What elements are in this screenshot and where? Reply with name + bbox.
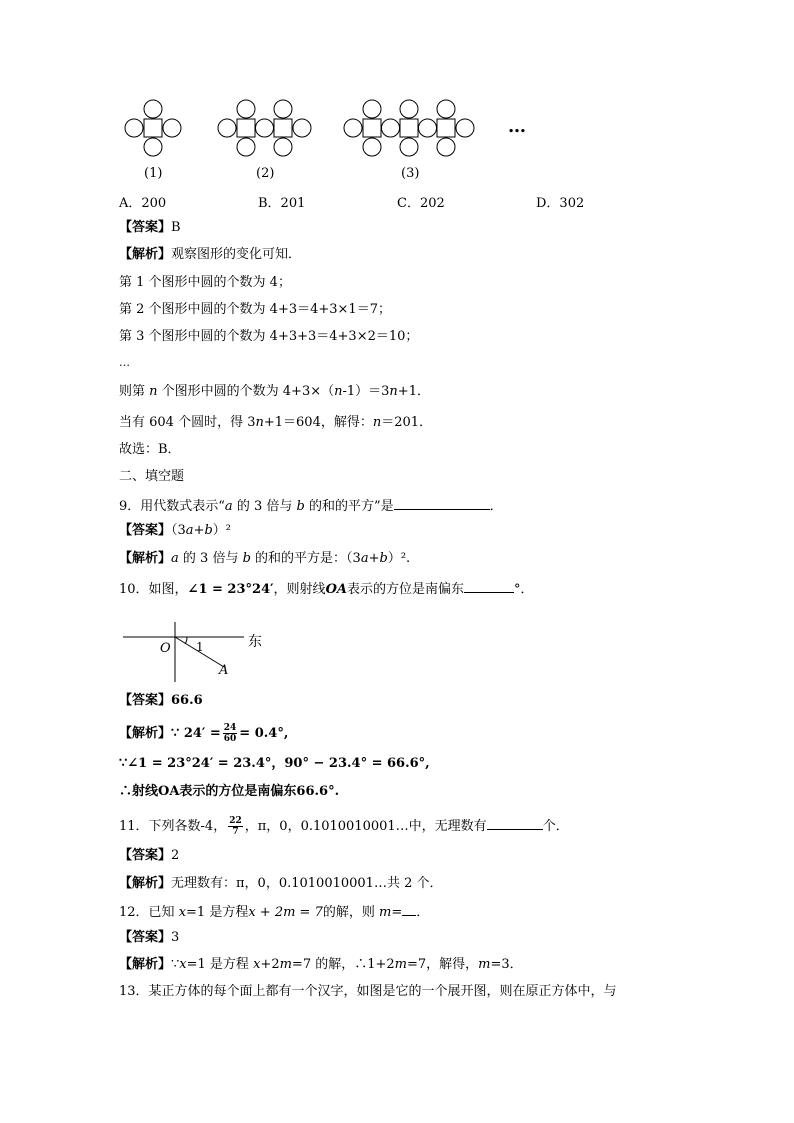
q8-answer: 【答案】B <box>119 220 181 235</box>
q10-analysis-3: ∴射线OA表示的方位是南偏东66.6°. <box>119 784 340 799</box>
fig-east-label: 东 <box>248 634 262 650</box>
caption-1: (1) <box>144 166 163 181</box>
q10-blank[interactable] <box>464 580 514 593</box>
q10-analysis-2: ∵∠1 = 23°24′ = 23.4°，90° − 23.4° = 66.6°, <box>119 756 430 771</box>
q11-blank[interactable] <box>487 817 543 830</box>
q10-stem: 10．如图，∠1 = 23°24′，则射线OA表示的方位是南偏东 °． <box>119 582 534 597</box>
pattern-ellipsis: … <box>508 116 526 137</box>
q8-solve: 当有 604 个圆时，得 3n+1＝604，解得：n＝201． <box>119 415 433 430</box>
fig-a-label: A <box>219 663 229 678</box>
q9-analysis: 【解析】a 的 3 倍与 b 的和的平方是：（3a+b）². <box>119 551 411 566</box>
option-c: C．202 <box>397 196 445 211</box>
option-b: B．201 <box>258 196 306 211</box>
q8-general: 则第 n 个图形中圆的个数为 4+3×（n-1）＝3n+1． <box>119 384 430 399</box>
q8-dots: … <box>119 356 130 369</box>
q9-stem: 9．用代数式表示“a 的 3 倍与 b 的和的平方”是 ． <box>119 499 503 514</box>
fig-1-label: 1 <box>196 640 204 654</box>
section-title: 二、填空题 <box>119 469 185 484</box>
caption-3: (3) <box>401 166 420 181</box>
q12-blank[interactable] <box>402 903 416 916</box>
q11-stem: 11．下列各数-4， $\frac{22}{7}$ ，π，0，0.1010010001…中，无理数有 个． <box>119 816 569 837</box>
q11-analysis: 【解析】无理数有：π，0，0.1010010001…共 2 个． <box>119 876 443 891</box>
pattern-figure <box>120 98 540 160</box>
q8-analysis: 【解析】观察图形的变化可知． <box>119 247 302 262</box>
fig-o-label: O <box>160 641 171 656</box>
caption-2: (2) <box>256 166 275 181</box>
q9-answer: 【答案】（3a+b）² <box>119 523 232 538</box>
pattern-3 <box>344 100 474 156</box>
q10-answer: 【答案】66.6 <box>119 693 203 708</box>
q9-blank[interactable] <box>394 497 490 510</box>
q8-choice: 故选：B． <box>119 442 181 457</box>
q8-step2: 第 2 个图形中圆的个数为 4+3＝4+3×1＝7； <box>119 302 391 317</box>
q8-step3: 第 3 个图形中圆的个数为 4+3+3＝4+3×2＝10； <box>119 329 419 344</box>
q12-analysis: 【解析】∵x=1 是方程 x+2m=7 的解，∴1+2m=7，解得，m=3． <box>119 957 523 972</box>
option-a: A．200 <box>119 196 167 211</box>
option-d: D．302 <box>536 196 585 211</box>
pattern-1 <box>125 100 181 156</box>
pattern-2 <box>218 100 311 156</box>
q10-analysis-1: 【解析】∵ 24′ = $\frac{24}{60}$ = 0.4°, <box>119 723 289 744</box>
q11-answer: 【答案】2 <box>119 848 180 863</box>
q12-answer: 【答案】3 <box>119 930 180 945</box>
q13-stem: 13．某正方体的每个面上都有一个汉字，如图是它的一个展开图，则在原正方体中，与 <box>119 984 617 999</box>
q12-stem: 12．已知 x=1 是方程x + 2m = 7的解，则 m= ． <box>119 905 430 920</box>
q8-step1: 第 1 个图形中圆的个数为 4； <box>119 275 291 290</box>
